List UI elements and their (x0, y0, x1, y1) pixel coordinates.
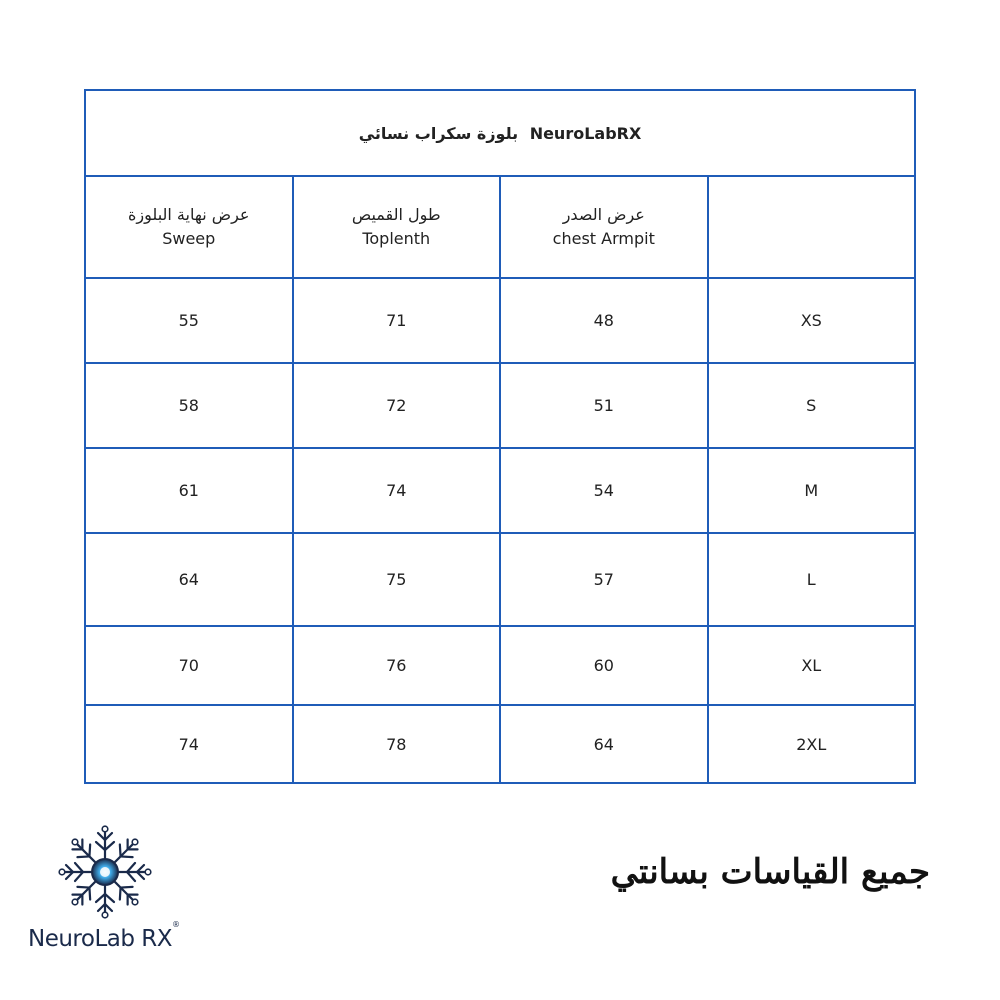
header-chest-ar: عرض الصدر (562, 205, 645, 224)
cell-toplength: 78 (293, 705, 501, 783)
cell-size: S (708, 363, 916, 448)
table-row (85, 448, 915, 533)
cell-size: L (708, 533, 916, 626)
header-chest-en: chest Armpit (552, 229, 655, 248)
size-chart-table (84, 89, 916, 784)
header-toplength-ar: طول القميص (351, 205, 441, 224)
header-chest (500, 176, 708, 278)
cell-toplength: 74 (293, 448, 501, 533)
table-row (85, 278, 915, 363)
table-row (85, 626, 915, 705)
cell-toplength: 76 (293, 626, 501, 705)
header-toplength (293, 176, 501, 278)
cell-sweep: 64 (85, 533, 293, 626)
table-title-brand: NeuroLabRX (529, 123, 642, 143)
table-title-row (85, 90, 915, 176)
cell-sweep: 58 (85, 363, 293, 448)
table-title (85, 90, 915, 176)
table-row (85, 533, 915, 626)
cell-toplength: 75 (293, 533, 501, 626)
cell-sweep: 61 (85, 448, 293, 533)
cell-size: XL (708, 626, 916, 705)
cell-toplength: 71 (293, 278, 501, 363)
cell-chest: 54 (500, 448, 708, 533)
table-row (85, 363, 915, 448)
cell-chest: 57 (500, 533, 708, 626)
cell-size: XS (708, 278, 916, 363)
table-title-arabic: بلوزة سكراب نسائي (358, 123, 519, 143)
cell-chest: 51 (500, 363, 708, 448)
brand-logo (28, 822, 188, 962)
cell-sweep: 55 (85, 278, 293, 363)
cell-sweep: 74 (85, 705, 293, 783)
neuron-snowflake-icon (50, 822, 160, 922)
registered-mark: ® (172, 920, 180, 929)
header-toplength-en: Toplenth (362, 229, 431, 248)
cell-chest: 64 (500, 705, 708, 783)
cell-size: 2XL (708, 705, 916, 783)
table-row (85, 705, 915, 783)
cell-chest: 48 (500, 278, 708, 363)
cell-chest: 60 (500, 626, 708, 705)
header-sweep-en: Sweep (162, 229, 216, 248)
cell-toplength: 72 (293, 363, 501, 448)
cell-sweep: 70 (85, 626, 293, 705)
cell-size: M (708, 448, 916, 533)
header-sweep (85, 176, 293, 278)
measurement-note: جميع القياسات بسانتي (610, 852, 930, 892)
logo-wordmark: NeuroLab RX (28, 926, 173, 952)
header-size (708, 176, 916, 278)
header-sweep-ar: عرض نهاية البلوزة (128, 205, 250, 224)
table-header-row (85, 176, 915, 278)
